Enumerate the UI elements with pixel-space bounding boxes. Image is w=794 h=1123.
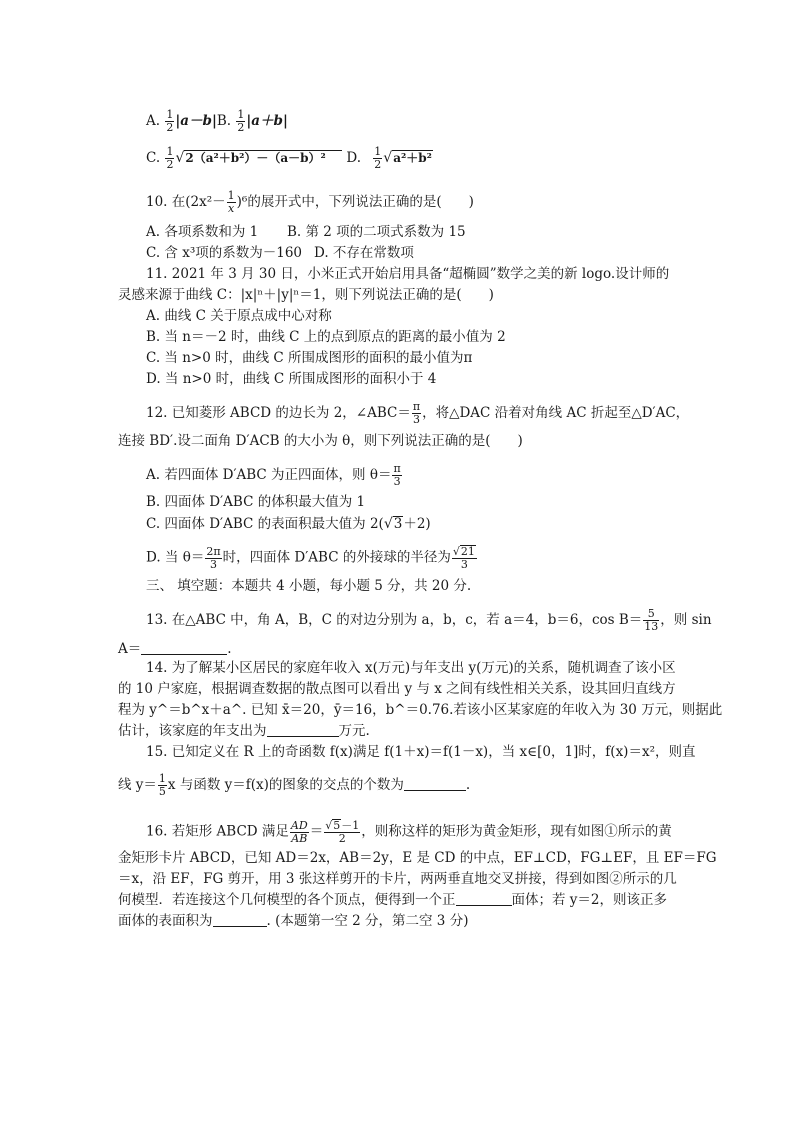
q12-option-b: B. 四面体 D′ABC 的体积最大值为 1 — [146, 494, 366, 510]
q14-stem-line4: 估计，该家庭的年支出为 万元. — [118, 723, 370, 739]
q10-option-a: A. 各项系数和为 1 — [146, 224, 259, 240]
q14-stem-line2: 的 10 户家庭，根据调查数据的散点图可以看出 y 与 x 之间有线性相关关系，设其回归直线方 — [118, 681, 676, 697]
q16-answer-blank-1[interactable] — [456, 892, 512, 906]
q16-stem-line1: 16. 若矩形 ABCD 满足 $\frac{AD}{AB}$ ＝ $\frac{√5-1}{2}$ ，则称这样的矩形为黄金矩形，现有如图①所示的黄 — [146, 818, 672, 845]
q11-option-a: A. 曲线 C 关于原点成中心对称 — [146, 308, 332, 324]
q9-options-ab — [146, 109, 288, 134]
q12-stem-line2: 连接 BD′.设二面角 D′ACB 的大小为 θ，则下列说法正确的是( ) — [118, 433, 523, 449]
q16-stem-line4: 何模型．若连接这个几何模型的各个顶点，便得到一个正 面体；若 y＝2，则该正多 — [118, 892, 668, 908]
q13-stem-line2: A＝ . — [118, 641, 232, 657]
q14-stem-line1: 14. 为了解某小区居民的家庭年收入 x(万元)与年支出 y(万元)的关系，随机调查了该小区 — [146, 660, 676, 676]
fraction-one-half: $\frac{1}{2}$ — [166, 145, 174, 171]
q11-stem-line2: 灵感来源于曲线 C：|x|ⁿ＋|y|ⁿ＝1，则下列说法正确的是( ) — [118, 287, 494, 303]
q9-option-d-expr: a²＋b² — [393, 151, 432, 165]
q12-option-a: A. 若四面体 D′ABC 为正四面体，则 θ＝ $\frac{\pi}{3}$ — [146, 462, 401, 488]
q9-option-a-label: A. — [146, 113, 165, 129]
q15-stem-line1: 15. 已知定义在 R 上的奇函数 f(x)满足 f(1＋x)＝f(1－x)，当 x∈[0，1]时，f(x)＝x²，则直 — [146, 744, 696, 760]
fraction-one-half: $\frac{1}{2}$ — [374, 145, 382, 171]
q14-stem-line3: 程为 y^＝b^x＋a^. 已知 x̄＝20，ȳ＝16，b^＝0.76.若该小区某家庭的年收入为 30 万元，则据此 — [118, 702, 723, 718]
q13-answer-blank[interactable] — [141, 641, 227, 655]
q10-option-c: C. 含 x³项的系数为－160 — [146, 245, 303, 261]
q9-option-b-expr: |a＋b| — [246, 113, 288, 129]
fraction-one-half: $\frac{1}{2}$ — [237, 108, 245, 134]
q11-stem-line1: 11. 2021 年 3 月 30 日，小米正式开始启用具备“超椭圆”数学之美的新 logo.设计师的 — [146, 266, 670, 282]
q12-option-d: D. 当 θ＝ $\frac{2\pi}{3}$ 时，四面体 D′ABC 的外接球的半径为 $\frac{√21}{3}$ — [146, 544, 475, 571]
fraction-one-half: $\frac{1}{2}$ — [166, 108, 174, 134]
q10-option-d: D. 不存在常数项 — [314, 245, 414, 261]
q11-option-d: D. 当 n>0 时，曲线 C 所围成图形的面积小于 4 — [146, 371, 437, 387]
q9-option-c-label: C. — [146, 150, 165, 166]
q10-stem: 10. 在(2x²－ $\frac{1}{x}$ )⁶的展开式中，下列说法正确的是( ) — [146, 189, 474, 215]
section-3-heading: 三、 填空题：本题共 4 小题，每小题 5 分，共 20 分. — [146, 578, 472, 594]
q9-option-d-label: D. — [346, 150, 366, 166]
q15-answer-blank[interactable] — [404, 777, 466, 791]
q16-stem-line2: 金矩形卡片 ABCD，已知 AD＝2x，AB＝2y，E 是 CD 的中点，EF⊥CD，FG⊥EF，且 EF＝FG — [118, 850, 717, 866]
q9-option-a-expr: |a－b| — [175, 113, 217, 129]
q15-stem-line2: 线 y＝ $\frac{1}{5}$ x 与函数 y＝f(x)的图象的交点的个数为 . — [118, 772, 471, 798]
q16-stem-line3: ＝x，沿 EF，FG 剪开，用 3 张这样剪开的卡片，两两垂直地交叉拼接，得到如图②所示的几 — [118, 871, 677, 887]
q16-answer-blank-2[interactable] — [213, 913, 267, 927]
q13-stem-line1: 13. 在△ABC 中，角 A，B，C 的对边分别为 a，b，c，若 a＝4，b＝6，cos B＝ $\frac{5}{13}$ ，则 sin — [146, 607, 712, 633]
q11-option-c: C. 当 n>0 时，曲线 C 所围成图形的面积的最小值为π — [146, 350, 473, 366]
q9-option-b-label: B. — [216, 113, 236, 129]
q14-answer-blank[interactable] — [267, 723, 339, 737]
q9-options-cd: C. $\frac{1}{2}$ √2（a²＋b²）－（a－b）² D. $\frac{1}{2}$ √a²＋b² — [146, 145, 432, 171]
q12-option-c: C. 四面体 D′ABC 的表面积最大值为 2(√3＋2) — [146, 516, 431, 532]
q9-option-c-expr: 2（a²＋b²）－（a－b）² — [184, 150, 342, 166]
q16-stem-line5: 面体的表面积为 . (本题第一空 2 分，第二空 3 分) — [118, 913, 469, 929]
q10-option-b: B. 第 2 项的二项式系数为 15 — [287, 224, 466, 240]
q12-stem-line1: 12. 已知菱形 ABCD 的边长为 2，∠ABC＝ $\frac{\pi}{3}$ ，将△DAC 沿着对角线 AC 折起至△D′AC， — [146, 400, 690, 426]
q11-option-b: B. 当 n＝－2 时，曲线 C 上的点到原点的距离的最小值为 2 — [146, 329, 506, 345]
